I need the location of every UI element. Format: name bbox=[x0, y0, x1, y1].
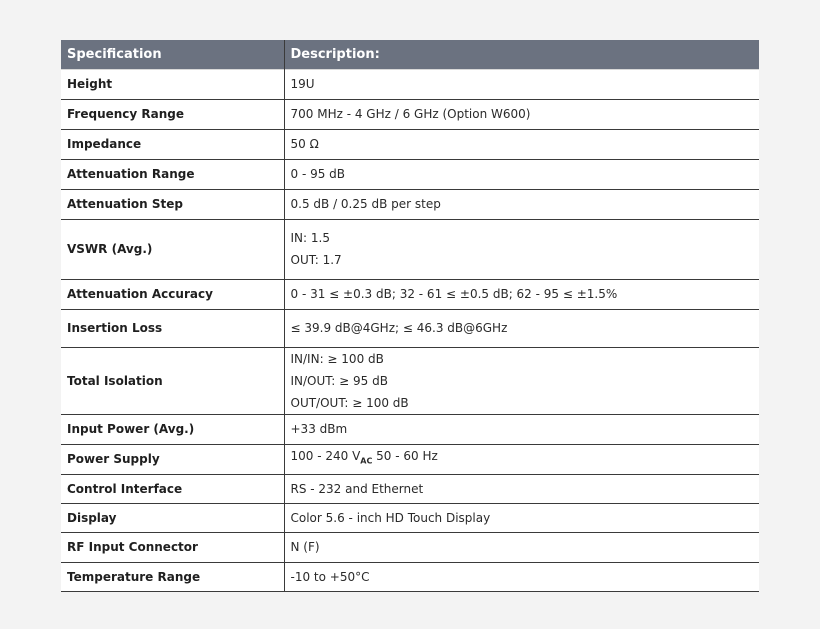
spec-label: Insertion Loss bbox=[61, 309, 284, 347]
table-row bbox=[61, 444, 759, 474]
spec-value-line: -10 to +50°C bbox=[290, 569, 370, 584]
spec-label: Total Isolation bbox=[61, 347, 284, 414]
table-row bbox=[61, 159, 759, 189]
spec-value-line: OUT/OUT: ≥ 100 dB bbox=[290, 395, 409, 410]
spec-value-line: 0.5 dB / 0.25 dB per step bbox=[290, 197, 441, 211]
spec-value bbox=[284, 279, 759, 309]
spec-value-line: ≤ 39.9 dB@4GHz; ≤ 46.3 dB@6GHz bbox=[290, 321, 508, 335]
spec-label: Temperature Range bbox=[61, 562, 284, 591]
table-row bbox=[61, 99, 759, 129]
table-row bbox=[61, 189, 759, 219]
spec-value-line: 700 MHz - 4 GHz / 6 GHz (Option W600) bbox=[290, 107, 531, 121]
spec-value bbox=[284, 309, 759, 347]
spec-value-line: OUT: 1.7 bbox=[290, 253, 342, 267]
spec-label: Frequency Range bbox=[61, 99, 284, 129]
spec-value-line: Color 5.6 - inch HD Touch Display bbox=[290, 510, 491, 525]
table-header bbox=[61, 40, 759, 69]
spec-value-line: IN/IN: ≥ 100 dB bbox=[290, 351, 384, 366]
table-row bbox=[61, 347, 759, 414]
spec-label: Height bbox=[61, 69, 284, 99]
spec-value-subscript: AC bbox=[360, 456, 373, 466]
spec-value-line: IN: 1.5 bbox=[290, 231, 330, 245]
table-row bbox=[61, 219, 759, 279]
header-row bbox=[61, 40, 759, 69]
spec-value-line: 19U bbox=[290, 77, 315, 91]
spec-value-text: 100 - 240 V bbox=[290, 449, 361, 464]
table-row bbox=[61, 414, 759, 444]
spec-label: Display bbox=[61, 503, 284, 532]
spec-label: Impedance bbox=[61, 129, 284, 159]
table-body bbox=[61, 69, 759, 591]
spec-value-line: N (F) bbox=[290, 540, 320, 554]
spec-value-suffix: 50 - 60 Hz bbox=[372, 449, 438, 464]
column-header-description: Description: bbox=[284, 40, 759, 69]
spec-value bbox=[284, 414, 759, 444]
spec-value bbox=[284, 532, 759, 562]
spec-value bbox=[284, 474, 759, 503]
column-header-specification: Specification bbox=[61, 40, 284, 69]
spec-value bbox=[284, 189, 759, 219]
spec-value bbox=[284, 129, 759, 159]
spec-value bbox=[284, 562, 759, 591]
spec-value bbox=[284, 503, 759, 532]
spec-value-line: +33 dBm bbox=[290, 422, 348, 436]
spec-label: Power Supply bbox=[61, 444, 284, 474]
table-row bbox=[61, 279, 759, 309]
spec-value bbox=[284, 69, 759, 99]
spec-value bbox=[284, 99, 759, 129]
table-row bbox=[61, 474, 759, 503]
table-row bbox=[61, 129, 759, 159]
spec-label: Input Power (Avg.) bbox=[61, 414, 284, 444]
spec-value-line: 0 - 31 ≤ ±0.3 dB; 32 - 61 ≤ ±0.5 dB; 62 - 95 ≤ ±1.5% bbox=[290, 287, 618, 301]
spec-label: VSWR (Avg.) bbox=[61, 219, 284, 279]
spec-label: Control Interface bbox=[61, 474, 284, 503]
spec-label: Attenuation Step bbox=[61, 189, 284, 219]
table-row bbox=[61, 532, 759, 562]
spec-value-line bbox=[291, 445, 754, 472]
spec-value bbox=[284, 347, 759, 414]
table-row bbox=[61, 309, 759, 347]
spec-label: Attenuation Range bbox=[61, 159, 284, 189]
spec-value bbox=[284, 219, 759, 279]
spec-table bbox=[61, 40, 759, 592]
spec-label: RF Input Connector bbox=[61, 532, 284, 562]
spec-value-line: RS - 232 and Ethernet bbox=[290, 481, 424, 496]
table-row bbox=[61, 503, 759, 532]
spec-value bbox=[284, 444, 759, 474]
spec-value bbox=[284, 159, 759, 189]
spec-value-line: 0 - 95 dB bbox=[290, 167, 346, 181]
spec-value-line: 50 Ω bbox=[290, 137, 319, 151]
table-row bbox=[61, 69, 759, 99]
table-row bbox=[61, 562, 759, 591]
spec-value-line: IN/OUT: ≥ 95 dB bbox=[290, 373, 388, 388]
spec-label: Attenuation Accuracy bbox=[61, 279, 284, 309]
